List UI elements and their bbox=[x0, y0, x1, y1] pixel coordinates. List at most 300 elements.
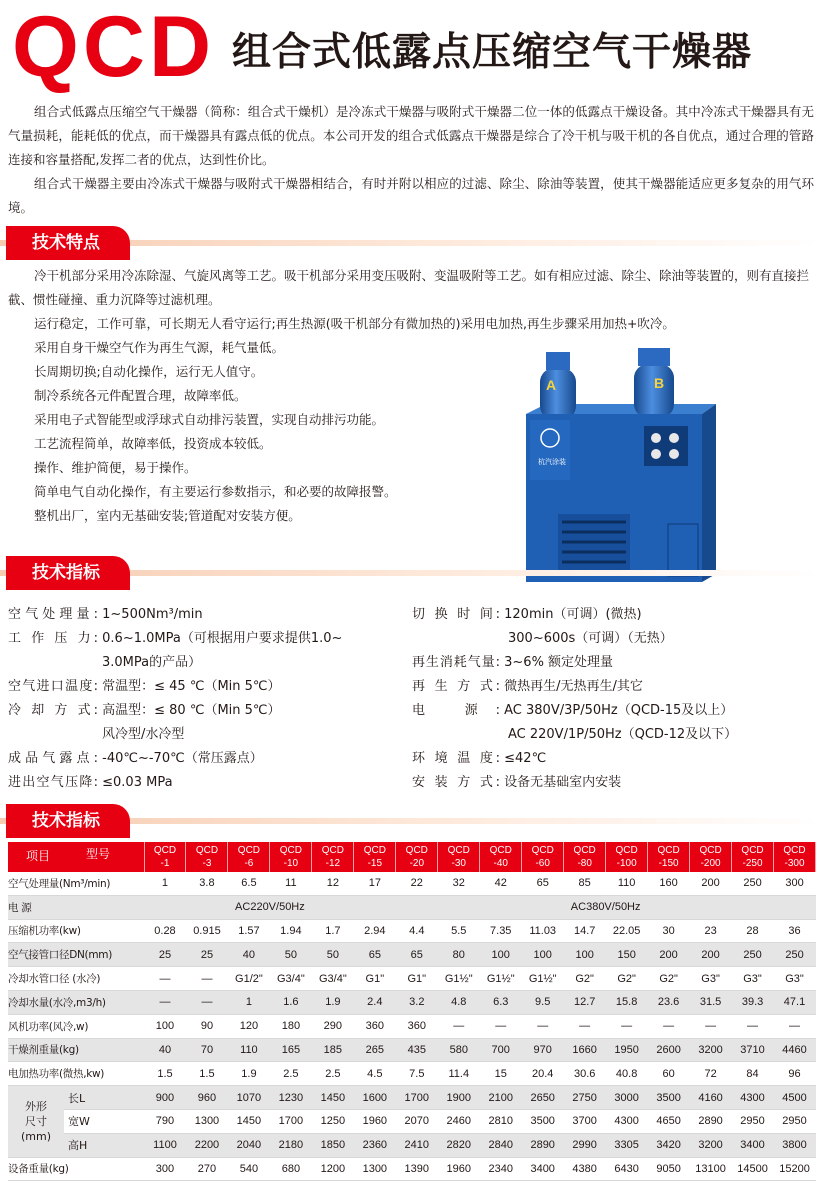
row-label: 电 源 bbox=[8, 895, 144, 919]
spec-row bbox=[508, 723, 737, 747]
spec-value: 300~600s（可调）（无热） bbox=[508, 631, 673, 646]
table-body bbox=[8, 872, 816, 1181]
table-cell: 11.4 bbox=[438, 1062, 480, 1086]
table-cell: 435 bbox=[396, 1038, 438, 1062]
spec-label: 成品气露点: bbox=[8, 751, 98, 766]
gauge-icon bbox=[651, 433, 661, 443]
table-cell: 40 bbox=[228, 943, 270, 967]
table-cell: 39.3 bbox=[732, 990, 774, 1014]
table-cell: 1 bbox=[144, 872, 186, 895]
table-cell: 4500 bbox=[774, 1086, 816, 1110]
table-header-row bbox=[8, 842, 816, 872]
table-cell: 300 bbox=[774, 872, 816, 895]
table-cell: 165 bbox=[270, 1038, 312, 1062]
logo-text: 杭汽涂装 bbox=[538, 458, 566, 466]
table-cell: 2360 bbox=[354, 1133, 396, 1157]
table-cell: 1950 bbox=[606, 1038, 648, 1062]
table-cell: G1" bbox=[396, 967, 438, 991]
table-cell: 1960 bbox=[438, 1157, 480, 1181]
feature-item: 工艺流程简单，故障率低，投资成本较低。 bbox=[34, 436, 272, 451]
table-cell: 47.1 bbox=[774, 990, 816, 1014]
table-cell: 15 bbox=[480, 1062, 522, 1086]
table-row bbox=[8, 1038, 816, 1062]
table-row bbox=[8, 1062, 816, 1086]
table-cell: 2750 bbox=[564, 1086, 606, 1110]
spec-value: 1~500Nm³/min bbox=[102, 607, 203, 622]
model-header-cell: QCD -200 bbox=[690, 842, 732, 872]
table-cell: 2070 bbox=[396, 1109, 438, 1133]
table-cell: 265 bbox=[354, 1038, 396, 1062]
table-cell: 1.94 bbox=[270, 919, 312, 943]
spec-row bbox=[8, 627, 342, 651]
spec-value: 0.6~1.0MPa（可根据用户要求提供1.0~ bbox=[102, 631, 343, 646]
spec-row bbox=[412, 603, 642, 627]
table-cell: 1070 bbox=[228, 1086, 270, 1110]
table-cell: 3.8 bbox=[186, 872, 228, 895]
table-row bbox=[8, 1086, 816, 1110]
table-cell: 250 bbox=[732, 943, 774, 967]
table-cell: — bbox=[732, 1014, 774, 1038]
table-cell: 90 bbox=[186, 1014, 228, 1038]
spec-value: AC 220V/1P/50Hz（QCD-12及以下） bbox=[508, 727, 738, 742]
table-cell: 2890 bbox=[522, 1133, 564, 1157]
table-cell: 22 bbox=[396, 872, 438, 895]
table-cell: 290 bbox=[312, 1014, 354, 1038]
table-cell: 1700 bbox=[270, 1109, 312, 1133]
table-cell: — bbox=[648, 1014, 690, 1038]
table-cell: 4.5 bbox=[354, 1062, 396, 1086]
table-cell: 1.5 bbox=[186, 1062, 228, 1086]
table-cell: 3700 bbox=[564, 1109, 606, 1133]
table-row bbox=[8, 990, 816, 1014]
table-cell: 680 bbox=[270, 1157, 312, 1181]
table-cell: 72 bbox=[690, 1062, 732, 1086]
table-cell: — bbox=[144, 990, 186, 1014]
corner-item-label: 项目 bbox=[26, 849, 51, 863]
intro-paragraph: 组合式干燥器主要由冷冻式干燥器与吸附式干燥器相结合，有时并附以相应的过滤、除尘、除油等装置，使其干燥器能适应更多复杂的用气环境。 bbox=[8, 176, 814, 215]
table-cell: 1.5 bbox=[144, 1062, 186, 1086]
gauge-icon bbox=[669, 433, 679, 443]
table-cell: 580 bbox=[438, 1038, 480, 1062]
table-cell: 1.7 bbox=[312, 919, 354, 943]
table-cell: — bbox=[522, 1014, 564, 1038]
table-cell: 2410 bbox=[396, 1133, 438, 1157]
spec-row bbox=[102, 723, 184, 747]
table-cell: 60 bbox=[648, 1062, 690, 1086]
table-cell: 3500 bbox=[648, 1086, 690, 1110]
section-tag bbox=[6, 556, 130, 590]
table-cell: 40 bbox=[144, 1038, 186, 1062]
row-label: 空气处理量(Nm³/min) bbox=[8, 872, 144, 895]
section-tag bbox=[6, 226, 130, 260]
table-cell: 5.5 bbox=[438, 919, 480, 943]
table-cell: 3305 bbox=[606, 1133, 648, 1157]
table-cell: — bbox=[144, 967, 186, 991]
table-cell: 25 bbox=[186, 943, 228, 967]
dimension-group-label: 外形 尺寸 (mm) bbox=[8, 1086, 64, 1157]
table-cell: 17 bbox=[354, 872, 396, 895]
table-cell: 2950 bbox=[732, 1109, 774, 1133]
table-cell: 3500 bbox=[522, 1109, 564, 1133]
section-title: 技术指标 bbox=[32, 563, 100, 583]
power-cell: AC220V/50Hz bbox=[144, 895, 396, 919]
table-cell: 2650 bbox=[522, 1086, 564, 1110]
table-cell: 2.5 bbox=[312, 1062, 354, 1086]
table-cell: 1660 bbox=[564, 1038, 606, 1062]
spec-value: 3.0MPa的产品） bbox=[102, 655, 202, 670]
table-cell: 65 bbox=[522, 872, 564, 895]
table-cell: 120 bbox=[228, 1014, 270, 1038]
spec-row bbox=[412, 747, 546, 771]
table-cell: 6.5 bbox=[228, 872, 270, 895]
dimension-label: 高H bbox=[64, 1133, 144, 1157]
spec-value: 微热再生/无热再生/其它 bbox=[504, 679, 643, 694]
model-header-cell: QCD -12 bbox=[312, 842, 354, 872]
table-cell: 12 bbox=[312, 872, 354, 895]
spec-label: 工 作 压 力: bbox=[8, 631, 98, 646]
table-cell: G2" bbox=[564, 967, 606, 991]
table-cell: 900 bbox=[144, 1086, 186, 1110]
table-cell: 6430 bbox=[606, 1157, 648, 1181]
dimension-label: 长L bbox=[64, 1086, 144, 1110]
spec-label: 空气进口温度: bbox=[8, 679, 98, 694]
spec-value: AC 380V/3P/50Hz（QCD-15及以上） bbox=[504, 703, 734, 718]
table-cell: 970 bbox=[522, 1038, 564, 1062]
table-cell: 1250 bbox=[312, 1109, 354, 1133]
model-header-cell: QCD -250 bbox=[732, 842, 774, 872]
table-cell: — bbox=[774, 1014, 816, 1038]
table-cell: 85 bbox=[564, 872, 606, 895]
table-cell: 960 bbox=[186, 1086, 228, 1110]
table-row bbox=[8, 943, 816, 967]
model-header-cell: QCD -150 bbox=[648, 842, 690, 872]
table-cell: G2" bbox=[606, 967, 648, 991]
table-cell: — bbox=[564, 1014, 606, 1038]
spec-row bbox=[8, 699, 281, 723]
section-header-features bbox=[0, 226, 820, 260]
table-cell: 4160 bbox=[690, 1086, 732, 1110]
table-cell: 3710 bbox=[732, 1038, 774, 1062]
table-cell: — bbox=[186, 967, 228, 991]
table-cell: 28 bbox=[732, 919, 774, 943]
table-cell: G3" bbox=[732, 967, 774, 991]
table-cell: G3/4" bbox=[312, 967, 354, 991]
feature-item: 运行稳定，工作可靠，可长期无人看守运行;再生热源(吸干机部分有微加热的)采用电加热,再生步骤采用加热+吹冷。 bbox=[34, 316, 675, 331]
table-cell: 80 bbox=[438, 943, 480, 967]
table-cell: 14500 bbox=[732, 1157, 774, 1181]
table-cell: 0.28 bbox=[144, 919, 186, 943]
table-cell: 1.57 bbox=[228, 919, 270, 943]
section-title: 技术指标 bbox=[32, 811, 100, 831]
table-cell: 1.9 bbox=[312, 990, 354, 1014]
power-cell: AC380V/50Hz bbox=[396, 895, 816, 919]
table-row bbox=[8, 1014, 816, 1038]
table-cell: 1700 bbox=[396, 1086, 438, 1110]
spec-row bbox=[8, 747, 263, 771]
table-cell: 100 bbox=[522, 943, 564, 967]
table-cell: 3.2 bbox=[396, 990, 438, 1014]
table-cell: 100 bbox=[564, 943, 606, 967]
table-cell: 15200 bbox=[774, 1157, 816, 1181]
spec-label: 再 生 方 式: bbox=[412, 679, 500, 694]
page-title: 组合式低露点压缩空气干燥器 bbox=[232, 30, 753, 75]
table-cell: 2950 bbox=[774, 1109, 816, 1133]
table-cell: G3/4" bbox=[270, 967, 312, 991]
table-row bbox=[8, 872, 816, 895]
table-cell: 2180 bbox=[270, 1133, 312, 1157]
table-cell: 1850 bbox=[312, 1133, 354, 1157]
dimension-label: 宽W bbox=[64, 1109, 144, 1133]
table-cell: G2" bbox=[648, 967, 690, 991]
table-cell: 7.35 bbox=[480, 919, 522, 943]
feature-item: 简单电气自动化操作，有主要运行参数指示，和必要的故障报警。 bbox=[34, 484, 397, 499]
spec-label: 再生消耗气量: bbox=[412, 655, 500, 670]
table-cell: 1.6 bbox=[270, 990, 312, 1014]
table-cell: 3420 bbox=[648, 1133, 690, 1157]
table-cell: 1200 bbox=[312, 1157, 354, 1181]
row-label: 干燥剂重量(kg) bbox=[8, 1038, 144, 1062]
table-cell: 200 bbox=[690, 943, 732, 967]
table-cell: G1/2" bbox=[228, 967, 270, 991]
table-cell: 23.6 bbox=[648, 990, 690, 1014]
table-cell: 4650 bbox=[648, 1109, 690, 1133]
table-row bbox=[8, 1157, 816, 1181]
table-cell: 1450 bbox=[312, 1086, 354, 1110]
table-cell: 1.9 bbox=[228, 1062, 270, 1086]
model-header-cell: QCD -100 bbox=[606, 842, 648, 872]
table-cell: 2200 bbox=[186, 1133, 228, 1157]
spec-row bbox=[8, 675, 281, 699]
table-cell: 4380 bbox=[564, 1157, 606, 1181]
table-cell: 7.5 bbox=[396, 1062, 438, 1086]
model-header-cell: QCD -1 bbox=[144, 842, 186, 872]
spec-value: 120min（可调）(微热) bbox=[504, 607, 642, 622]
table-cell: G1½" bbox=[480, 967, 522, 991]
table-cell: — bbox=[606, 1014, 648, 1038]
table-cell: 96 bbox=[774, 1062, 816, 1086]
row-label: 风机功率(风冷,w) bbox=[8, 1014, 144, 1038]
table-cell: 700 bbox=[480, 1038, 522, 1062]
spec-row bbox=[412, 771, 621, 795]
table-cell: 50 bbox=[270, 943, 312, 967]
feature-item: 制冷系统各元件配置合理，故障率低。 bbox=[34, 388, 247, 403]
section-header-table bbox=[0, 804, 820, 838]
intro-paragraph: 组合式低露点压缩空气干燥器（简称：组合式干燥机）是冷冻式干燥器与吸附式干燥器二位一体的低露点干燥设备。其中冷冻式干燥器具有无气量损耗，能耗低的优点，而干燥器具有露点低的优点。本公司开发的组合式低露点干燥器是综合了冷干机与吸干机的各自优点，通过合理的管路连接和容量搭配,发挥二者的优点，达到性价比。 bbox=[8, 104, 814, 167]
table-cell: 1100 bbox=[144, 1133, 186, 1157]
brand-logo-text: QCD bbox=[12, 0, 216, 95]
table-cell: — bbox=[690, 1014, 732, 1038]
row-label: 设备重量(kg) bbox=[8, 1157, 144, 1181]
table-cell: 1230 bbox=[270, 1086, 312, 1110]
spec-label: 切 换 时 间: bbox=[412, 607, 500, 622]
table-cell: 2460 bbox=[438, 1109, 480, 1133]
table-cell: 4.4 bbox=[396, 919, 438, 943]
table-cell: 2840 bbox=[480, 1133, 522, 1157]
table-cell: 2600 bbox=[648, 1038, 690, 1062]
table-cell: 270 bbox=[186, 1157, 228, 1181]
spec-value: 风冷型/水冷型 bbox=[102, 727, 185, 742]
table-cell: 2890 bbox=[690, 1109, 732, 1133]
table-cell: 250 bbox=[732, 872, 774, 895]
spec-value: 3~6% 额定处理量 bbox=[504, 655, 614, 670]
table-cell: 3200 bbox=[690, 1038, 732, 1062]
feature-item: 长周期切换;自动化操作，运行无人值守。 bbox=[34, 364, 264, 379]
table-cell: 2.5 bbox=[270, 1062, 312, 1086]
tower-b-label: B bbox=[654, 375, 665, 391]
table-cell: 300 bbox=[144, 1157, 186, 1181]
table-cell: 250 bbox=[774, 943, 816, 967]
table-cell: 6.3 bbox=[480, 990, 522, 1014]
table-cell: 2.4 bbox=[354, 990, 396, 1014]
table-cell: 23 bbox=[690, 919, 732, 943]
table-cell: 200 bbox=[648, 943, 690, 967]
spec-value: -40℃~-70℃（常压露点） bbox=[102, 751, 263, 766]
table-cell: 1300 bbox=[186, 1109, 228, 1133]
table-row bbox=[8, 1133, 816, 1157]
table-cell: 790 bbox=[144, 1109, 186, 1133]
table-cell: 360 bbox=[354, 1014, 396, 1038]
spec-row bbox=[102, 651, 201, 675]
feature-item: 操作、维护简便，易于操作。 bbox=[34, 460, 197, 475]
table-cell: 13100 bbox=[690, 1157, 732, 1181]
table-cell: G1½" bbox=[438, 967, 480, 991]
table-row bbox=[8, 967, 816, 991]
table-cell: 3400 bbox=[522, 1157, 564, 1181]
table-cell: 65 bbox=[396, 943, 438, 967]
table-cell: 30 bbox=[648, 919, 690, 943]
model-header-cell: QCD -60 bbox=[522, 842, 564, 872]
row-label: 压缩机功率(kw) bbox=[8, 919, 144, 943]
table-cell: 160 bbox=[648, 872, 690, 895]
table-cell: 1600 bbox=[354, 1086, 396, 1110]
model-header-cell: QCD -300 bbox=[774, 842, 816, 872]
table-cell: 3000 bbox=[606, 1086, 648, 1110]
table-cell: G3" bbox=[774, 967, 816, 991]
spec-value: ≤0.03 MPa bbox=[102, 775, 173, 790]
table-cell: 84 bbox=[732, 1062, 774, 1086]
table-cell: 32 bbox=[438, 872, 480, 895]
table-cell: 100 bbox=[144, 1014, 186, 1038]
table-cell: 2990 bbox=[564, 1133, 606, 1157]
tower-b bbox=[634, 348, 674, 418]
table-cell: 20.4 bbox=[522, 1062, 564, 1086]
spec-row bbox=[8, 771, 173, 795]
table-cell: 50 bbox=[312, 943, 354, 967]
model-header-cell: QCD -80 bbox=[564, 842, 606, 872]
spec-value: ≤42℃ bbox=[504, 751, 547, 766]
table-cell: 9.5 bbox=[522, 990, 564, 1014]
table-cell: 11 bbox=[270, 872, 312, 895]
feature-item: 采用自身干燥空气作为再生气源，耗气量低。 bbox=[34, 340, 285, 355]
row-label: 冷却水管口径 (水冷) bbox=[8, 967, 144, 991]
feature-item: 整机出厂，室内无基础安装;管道配对安装方便。 bbox=[34, 508, 301, 523]
feature-item: 采用电子式智能型或浮球式自动排污装置，实现自动排污功能。 bbox=[34, 412, 385, 427]
table-cell: 2100 bbox=[480, 1086, 522, 1110]
spec-row bbox=[8, 603, 203, 627]
table-cell: 360 bbox=[396, 1014, 438, 1038]
row-label: 空气接管口径DN(mm) bbox=[8, 943, 144, 967]
model-header-cell: QCD -6 bbox=[228, 842, 270, 872]
spec-row bbox=[412, 651, 613, 675]
gauge-icon bbox=[651, 449, 661, 459]
table-cell: 3800 bbox=[774, 1133, 816, 1157]
section-title: 技术特点 bbox=[32, 233, 100, 253]
table-cell: 4300 bbox=[732, 1086, 774, 1110]
table-corner-cell bbox=[8, 842, 144, 872]
table-cell: 15.8 bbox=[606, 990, 648, 1014]
control-panel bbox=[644, 426, 688, 466]
spec-value: 设备无基础室内安装 bbox=[504, 775, 622, 790]
model-header-cell: QCD -20 bbox=[396, 842, 438, 872]
table-row bbox=[8, 895, 816, 919]
table-cell: 185 bbox=[312, 1038, 354, 1062]
table-row bbox=[8, 919, 816, 943]
spec-row bbox=[412, 675, 643, 699]
table-cell: G3" bbox=[690, 967, 732, 991]
table-cell: 3200 bbox=[690, 1133, 732, 1157]
table-cell: 100 bbox=[480, 943, 522, 967]
table-cell: 40.8 bbox=[606, 1062, 648, 1086]
table-cell: 4.8 bbox=[438, 990, 480, 1014]
row-label: 电加热功率(微热,kw) bbox=[8, 1062, 144, 1086]
model-header-cell: QCD -3 bbox=[186, 842, 228, 872]
page-header bbox=[0, 0, 820, 100]
table-cell: G1" bbox=[354, 967, 396, 991]
table-cell: 65 bbox=[354, 943, 396, 967]
spec-table bbox=[8, 842, 816, 1181]
table-cell: 14.7 bbox=[564, 919, 606, 943]
intro-text bbox=[8, 100, 814, 220]
table-cell: 2820 bbox=[438, 1133, 480, 1157]
table-cell: 25 bbox=[144, 943, 186, 967]
model-header-cell: QCD -40 bbox=[480, 842, 522, 872]
table-cell: 110 bbox=[228, 1038, 270, 1062]
spec-label: 进出空气压降: bbox=[8, 775, 98, 790]
table-cell: 22.05 bbox=[606, 919, 648, 943]
spec-label: 冷 却 方 式: bbox=[8, 703, 98, 718]
spec-label: 电 源: bbox=[412, 703, 500, 718]
table-cell: 4460 bbox=[774, 1038, 816, 1062]
spec-row bbox=[412, 699, 733, 723]
table-cell: 110 bbox=[606, 872, 648, 895]
table-cell: 70 bbox=[186, 1038, 228, 1062]
table-cell: 12.7 bbox=[564, 990, 606, 1014]
section-header-specs bbox=[0, 556, 820, 590]
table-cell: 42 bbox=[480, 872, 522, 895]
gauge-icon bbox=[669, 449, 679, 459]
table-row bbox=[8, 1109, 816, 1133]
table-cell: — bbox=[438, 1014, 480, 1038]
table-cell: 2040 bbox=[228, 1133, 270, 1157]
table-cell: G1½" bbox=[522, 967, 564, 991]
tower-a-label: A bbox=[546, 377, 557, 393]
table-cell: 30.6 bbox=[564, 1062, 606, 1086]
spec-label: 环 境 温 度: bbox=[412, 751, 500, 766]
table-cell: 150 bbox=[606, 943, 648, 967]
table-cell: 1900 bbox=[438, 1086, 480, 1110]
table-cell: — bbox=[186, 990, 228, 1014]
table-cell: 180 bbox=[270, 1014, 312, 1038]
table-cell: 4300 bbox=[606, 1109, 648, 1133]
table-cell: 2340 bbox=[480, 1157, 522, 1181]
table-cell: 36 bbox=[774, 919, 816, 943]
table-cell: 0.915 bbox=[186, 919, 228, 943]
table-cell: 1 bbox=[228, 990, 270, 1014]
table-cell: 3400 bbox=[732, 1133, 774, 1157]
section-tag bbox=[6, 804, 130, 838]
table-cell: — bbox=[480, 1014, 522, 1038]
spec-row bbox=[508, 627, 673, 651]
